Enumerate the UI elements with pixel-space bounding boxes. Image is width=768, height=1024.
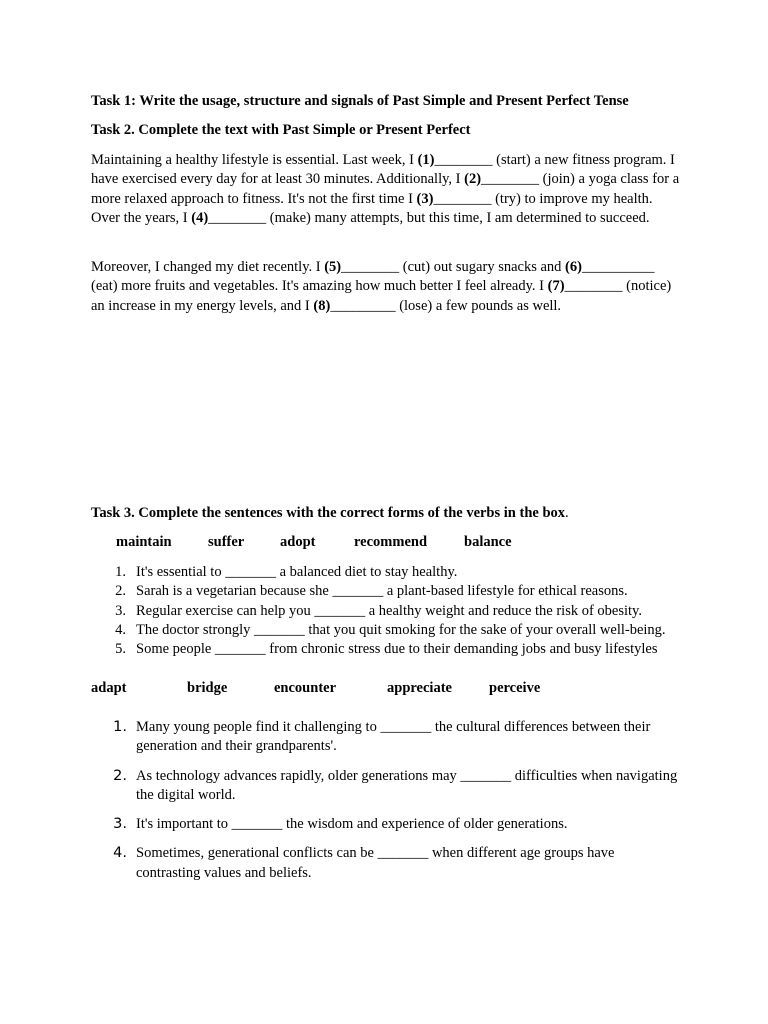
text-run: ________ (join) a yoga class for a more relaxed approach to fitness. It's not the first time I [91, 171, 680, 207]
sentence-list-1 [91, 563, 681, 659]
list-item-text: Sometimes, generational conflicts can be _______ when different age groups have contrasting values and beliefs. [136, 845, 615, 881]
text-run: ________ (notice) an increase in my energy levels, and I [91, 278, 672, 314]
verb-word: balance [464, 534, 512, 550]
list-number: 2. [113, 767, 127, 784]
list-item [91, 563, 681, 582]
task2-heading: Task 2. Complete the text with Past Simple or Present Perfect [91, 122, 471, 138]
list-number: 3. [115, 602, 126, 619]
verb-box-2 [91, 680, 691, 700]
list-item-text: It's important to _______ the wisdom and experience of older generations. [136, 816, 568, 833]
list-item [91, 621, 681, 640]
blank-number-4: (4) [191, 209, 209, 226]
list-number: 2. [115, 583, 126, 600]
text-run: Maintaining a healthy lifestyle is essential. Last week, I [91, 152, 418, 168]
verb-word: suffer [208, 534, 245, 550]
text-run: ________ (cut) out sugary snacks and [341, 259, 566, 275]
list-number: 4. [113, 845, 127, 862]
blank-number-3: (3) [416, 190, 434, 207]
list-item-text: Some people _______ from chronic stress due to their demanding jobs and busy lifestyles [136, 641, 658, 658]
task2-paragraph-1 [91, 151, 681, 228]
list-item [91, 718, 681, 757]
verb-word: recommend [354, 534, 428, 550]
task3-heading-period: . [565, 505, 569, 521]
verb-word: adopt [280, 534, 316, 550]
list-item-text: As technology advances rapidly, older generations may _______ difficulties when navigating the digital world. [136, 767, 678, 803]
sentence-list-2 [91, 718, 681, 893]
list-item [91, 640, 681, 659]
text-run: __________ (eat) more fruits and vegetables. It's amazing how much better I feel already. I [91, 259, 655, 295]
task3-heading-text: Task 3. Complete the sentences with the correct forms of the verbs in the box [91, 505, 566, 521]
blank-number-8: (8) [313, 297, 331, 314]
list-item [91, 815, 681, 834]
task1-heading: Task 1: Write the usage, structure and signals of Past Simple and Present Perfect Tense [91, 93, 629, 109]
list-item-text: It's essential to _______ a balanced diet to stay healthy. [136, 564, 458, 580]
blank-number-2: (2) [464, 171, 482, 188]
verb-word: encounter [274, 680, 337, 696]
list-number: 5. [115, 641, 126, 658]
blank-number-1: (1) [417, 152, 435, 168]
verb-word: bridge [187, 680, 228, 696]
list-number: 4. [115, 621, 126, 638]
task2-paragraph-2 [91, 258, 681, 316]
list-item-text: Sarah is a vegetarian because she _______ a plant-based lifestyle for ethical reasons. [136, 583, 628, 600]
list-item-text: The doctor strongly _______ that you quit smoking for the sake of your overall well-being. [136, 621, 666, 638]
list-item [91, 582, 681, 601]
task3-heading [91, 505, 569, 522]
blank-number-7: (7) [547, 278, 565, 295]
text-run: Moreover, I changed my diet recently. I [91, 259, 325, 275]
verb-word: maintain [116, 534, 172, 550]
list-number: 3. [113, 816, 127, 833]
list-number: 1. [113, 719, 127, 735]
list-item-text: Regular exercise can help you _______ a healthy weight and reduce the risk of obesity. [136, 602, 642, 619]
list-number: 1. [115, 564, 126, 580]
verb-word: adapt [91, 680, 127, 696]
blank-number-5: (5) [324, 259, 342, 275]
verb-word: appreciate [387, 680, 452, 696]
list-item [91, 767, 681, 806]
blank-number-6: (6) [565, 259, 582, 275]
text-run: ________ (try) to improve my health. Over the years, I [91, 190, 653, 226]
list-item-text: Many young people find it challenging to _______ the cultural differences between their generation and their grandparents'. [136, 719, 651, 755]
list-item [91, 602, 681, 621]
text-run: _________ (lose) a few pounds as well. [330, 297, 562, 314]
text-run: ________ (start) a new fitness program. I have exercised every day for at least 30 minutes. Additionally, I [91, 152, 675, 188]
text-run: ________ (make) many attempts, but this time, I am determined to succeed. [208, 209, 650, 226]
verb-word: perceive [489, 680, 541, 696]
list-item [91, 844, 681, 883]
